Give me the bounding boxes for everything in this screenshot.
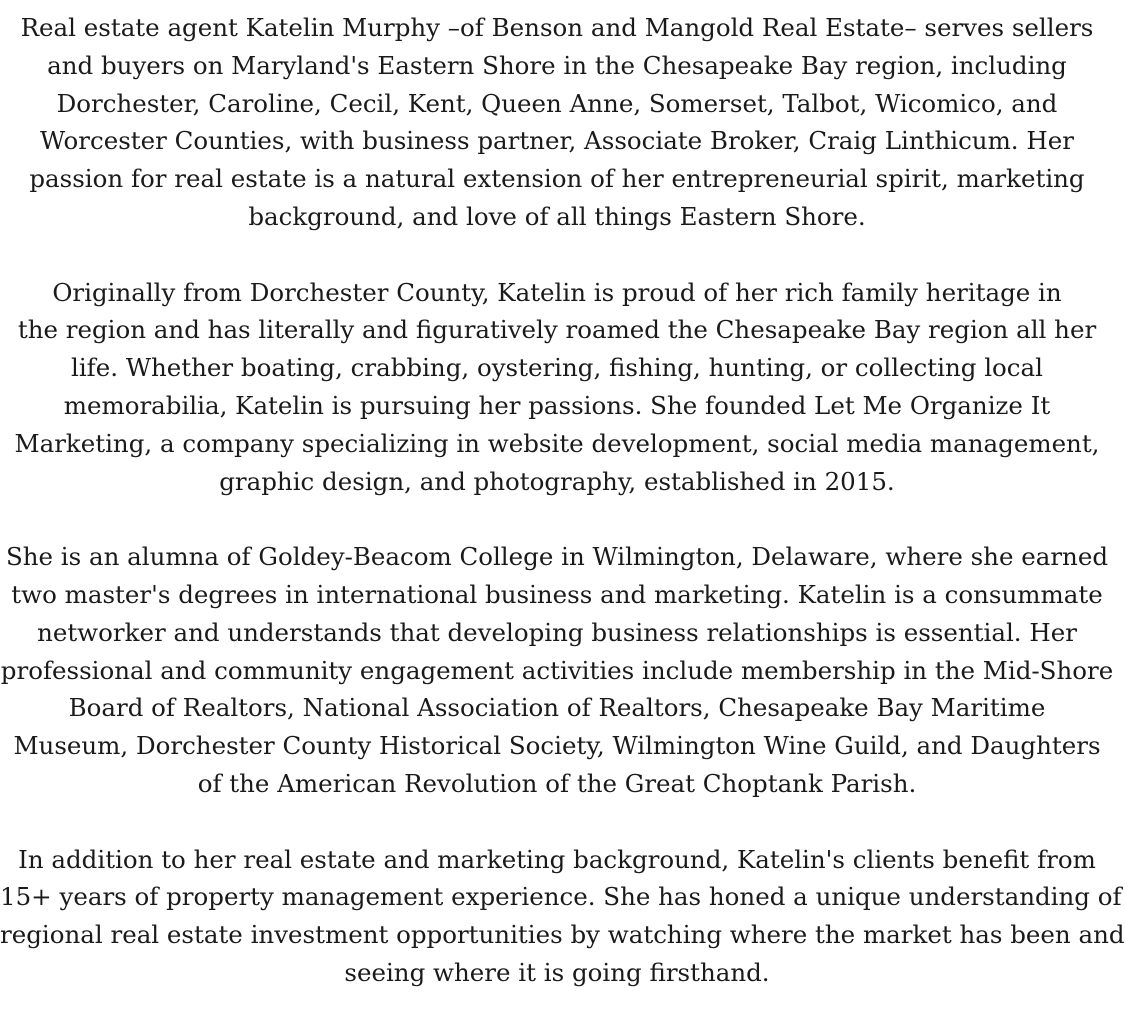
agent-bio <box>0 9 1125 1030</box>
bio-text-line: networker and understands that developing business relationships is essential. Her <box>37 617 1077 647</box>
bio-text-line: life. Whether boating, crabbing, oystering, fishing, hunting, or collecting local <box>71 353 1043 383</box>
bio-paragraph-3 <box>0 538 1114 803</box>
bio-text-line: Museum, Dorchester County Historical Society, Wilmington Wine Guild, and Daughters <box>13 731 1101 761</box>
bio-text-line: regional real estate investment opportunities by watching where the market has been and <box>0 920 1125 950</box>
bio-text-line: seeing where it is going firsthand. <box>344 957 770 987</box>
bio-text-line: and buyers on Maryland's Eastern Shore in the Chesapeake Bay region, including <box>47 50 1067 80</box>
bio-text-line: Dorchester, Caroline, Cecil, Kent, Queen Anne, Somerset, Talbot, Wicomico, and <box>56 88 1058 118</box>
bio-paragraph-4 <box>0 841 1125 992</box>
bio-text-line: Worcester Counties, with business partner, Associate Broker, Craig Linthicum. Her <box>40 126 1074 156</box>
bio-text-line: memorabilia, Katelin is pursuing her passions. She founded Let Me Organize It <box>63 390 1051 420</box>
bio-text-line: professional and community engagement activities include membership in the Mid-Shore <box>0 655 1114 685</box>
bio-paragraph-2 <box>0 274 1114 501</box>
bio-text-line: Real estate agent Katelin Murphy –of Benson and Mangold Real Estate– serves sellers <box>20 13 1094 42</box>
bio-text-line: 15+ years of property management experience. She has honed a unique understanding of <box>0 882 1122 912</box>
bio-text-line: Board of Realtors, National Association of Realtors, Chesapeake Bay Maritime <box>68 693 1046 723</box>
bio-text-line: In addition to her real estate and marketing background, Katelin's clients benefit from <box>18 844 1096 874</box>
bio-text-line: background, and love of all things Eastern Shore. <box>248 201 866 231</box>
bio-text-line: the region and has literally and figuratively roamed the Chesapeake Bay region all her <box>17 315 1097 345</box>
bio-text-line: Originally from Dorchester County, Katelin is proud of her rich family heritage in <box>52 277 1062 307</box>
bio-text-line: graphic design, and photography, established in 2015. <box>219 466 895 496</box>
bio-text-line: Marketing, a company specializing in website development, social media management, <box>14 428 1100 458</box>
bio-text-line: of the American Revolution of the Great Choptank Parish. <box>197 768 917 798</box>
bio-paragraph-1 <box>0 9 1114 236</box>
bio-text-line: passion for real estate is a natural extension of her entrepreneurial spirit, marketing <box>29 164 1085 194</box>
bio-text-line: She is an alumna of Goldey-Beacom College in Wilmington, Delaware, where she earned <box>5 542 1109 572</box>
bio-text-line: two master's degrees in international business and marketing. Katelin is a consummate <box>11 579 1103 609</box>
